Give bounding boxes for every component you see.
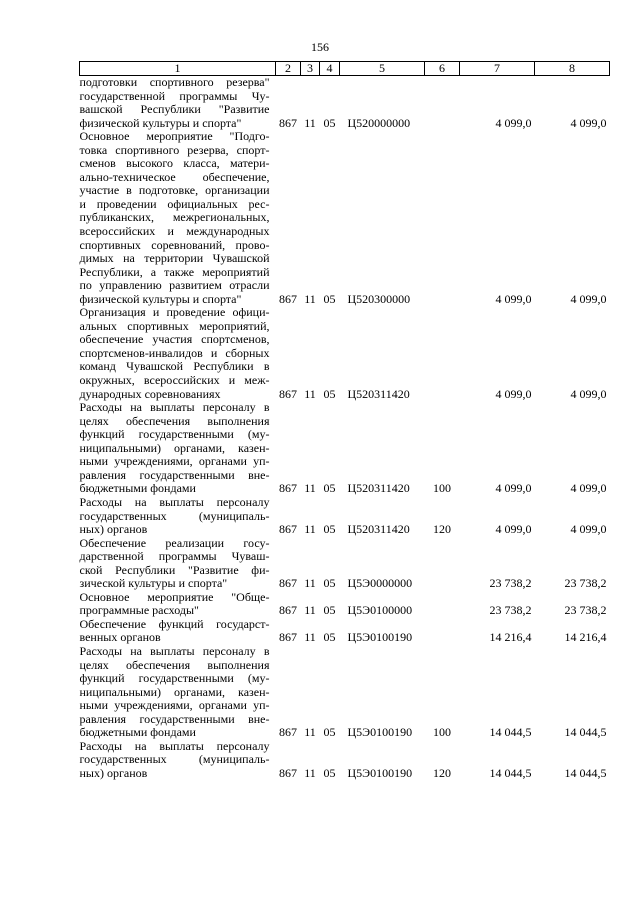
description-line: подготовки спортивного резерва"	[79, 75, 270, 89]
ministry-code: 867	[279, 725, 297, 740]
row-description	[80, 130, 276, 306]
description-line: бюджетными фондами	[79, 725, 196, 740]
amount-col-8: 4 099,0	[570, 386, 607, 401]
header-col-2: 2	[276, 62, 301, 76]
target-article-code: Ц5Э0000000	[347, 576, 413, 591]
section-code: 11	[304, 603, 316, 618]
section-code: 11	[304, 725, 316, 740]
row-description	[80, 76, 276, 131]
amount-col-8: 23 738,2	[564, 603, 607, 618]
description-line: участие в подготовке, организации	[79, 183, 270, 198]
description-line: димых на территории Чувашской	[79, 251, 270, 266]
ministry-code: 867	[279, 765, 297, 780]
row-description	[80, 645, 276, 740]
amount-col-8: 23 738,2	[564, 576, 607, 591]
description-line: спортсменов-инвалидов и сборных	[79, 345, 270, 360]
subsection-code: 05	[323, 725, 336, 740]
table-row	[80, 645, 610, 740]
description-line: функций государственными (му-	[79, 671, 270, 686]
section-code: 11	[304, 630, 316, 645]
table-row	[80, 537, 610, 591]
amount-col-7: 23 738,2	[489, 576, 532, 591]
amount-col-7: 4 099,0	[495, 115, 532, 130]
subsection-code: 05	[323, 115, 336, 130]
description-line: дународных соревнованиях	[79, 386, 221, 401]
ministry-code: 867	[279, 603, 297, 618]
expense-type-code	[425, 537, 460, 591]
row-description	[80, 496, 276, 537]
section-code: 11	[304, 576, 316, 591]
description-line: физической культуры и спорта"	[79, 291, 242, 306]
description-line: ской Республики "Развитие фи-	[79, 562, 270, 577]
expense-type-code: 120	[433, 522, 451, 537]
target-article-code: Ц520311420	[347, 386, 410, 401]
amount-col-8: 14 216,4	[564, 630, 607, 645]
expense-type-code: 120	[433, 765, 451, 780]
section-code: 11	[304, 291, 316, 306]
expense-type-code	[425, 618, 460, 645]
description-line: бюджетными фондами	[79, 481, 196, 496]
header-col-7: 7	[460, 62, 535, 76]
description-line: вашской Республики "Развитие	[79, 102, 270, 117]
subsection-code: 05	[323, 630, 336, 645]
description-line: Организация и проведение офици-	[79, 305, 270, 320]
table-row	[80, 306, 610, 401]
description-line: программные расходы"	[79, 603, 199, 618]
description-line: по управлению развитием отрасли	[79, 278, 270, 293]
header-col-4: 4	[320, 62, 340, 76]
header-col-8: 8	[535, 62, 610, 76]
description-line: ных) органов	[79, 765, 148, 780]
row-description	[80, 618, 276, 645]
subsection-code: 05	[323, 765, 336, 780]
target-article-code: Ц520300000	[347, 291, 411, 306]
section-code: 11	[304, 115, 316, 130]
target-article-code: Ц5Э0100190	[347, 725, 413, 740]
amount-col-7: 4 099,0	[495, 291, 532, 306]
description-line: спортивных соревнований, прово-	[79, 237, 270, 252]
description-line: равления государственными вне-	[79, 711, 270, 726]
subsection-code: 05	[323, 576, 336, 591]
target-article-code: Ц5Э0100190	[347, 765, 413, 780]
amount-col-8: 4 099,0	[570, 481, 607, 496]
table-row	[80, 618, 610, 645]
description-line: равления государственными вне-	[79, 467, 270, 482]
expense-type-code	[425, 306, 460, 401]
expense-type-code: 100	[433, 725, 451, 740]
description-line: и проведении официальных рес-	[79, 196, 270, 211]
ministry-code: 867	[279, 481, 297, 496]
description-line: Республики, а также мероприятий	[79, 264, 270, 279]
row-description	[80, 306, 276, 401]
ministry-code: 867	[279, 576, 297, 591]
description-line: товка спортивного резерва, спорт-	[79, 142, 270, 157]
description-line: ными учреждениями, органами уп-	[79, 454, 270, 469]
amount-col-7: 14 044,5	[489, 765, 532, 780]
target-article-code: Ц520311420	[347, 481, 410, 496]
expense-type-code	[425, 76, 460, 131]
subsection-code: 05	[323, 291, 336, 306]
table-row	[80, 401, 610, 496]
row-description	[80, 740, 276, 781]
description-line: физической культуры и спорта"	[79, 115, 242, 130]
description-line: функций государственными (му-	[79, 427, 270, 442]
description-line: окружных, всероссийских и меж-	[79, 373, 270, 388]
ministry-code: 867	[279, 522, 297, 537]
section-code: 11	[304, 765, 316, 780]
row-description	[80, 591, 276, 618]
description-line: Обеспечение реализации госу-	[79, 535, 270, 550]
description-line: сменов высокого класса, матери-	[79, 156, 270, 171]
description-line: Обеспечение функций государст-	[79, 616, 270, 631]
description-line: ниципальными) органами, казен-	[79, 440, 270, 455]
description-line: государственной программы Чу-	[79, 88, 270, 103]
description-line: Основное мероприятие "Обще-	[79, 589, 270, 604]
table-row	[80, 496, 610, 537]
header-row	[80, 62, 610, 76]
table-row	[80, 740, 610, 781]
description-line: команд Чувашской Республики в	[79, 359, 270, 374]
amount-col-7: 4 099,0	[495, 481, 532, 496]
description-line: Расходы на выплаты персоналу в	[79, 643, 270, 658]
table-row	[80, 591, 610, 618]
header-col-3: 3	[301, 62, 320, 76]
description-line: государственных (муниципаль-	[79, 752, 270, 767]
description-line: обеспечение участия спортсменов,	[79, 332, 270, 347]
header-col-1: 1	[80, 62, 276, 76]
description-line: альных спортивных мероприятий,	[79, 318, 270, 333]
target-article-code: Ц5Э0100000	[347, 603, 413, 618]
ministry-code: 867	[279, 630, 297, 645]
amount-col-7: 4 099,0	[495, 522, 532, 537]
amount-col-7: 14 044,5	[489, 725, 532, 740]
expense-type-code	[425, 591, 460, 618]
amount-col-7: 23 738,2	[489, 603, 532, 618]
amount-col-7: 4 099,0	[495, 386, 532, 401]
page-number: 156	[311, 40, 329, 54]
description-line: Расходы на выплаты персоналу	[79, 738, 270, 753]
amount-col-7: 14 216,4	[489, 630, 532, 645]
header-col-6: 6	[425, 62, 460, 76]
description-line: всероссийских и международных	[79, 224, 270, 239]
description-line: государственных (муниципаль-	[79, 508, 270, 523]
description-line: ниципальными) органами, казен-	[79, 684, 270, 699]
section-code: 11	[304, 522, 316, 537]
ministry-code: 867	[279, 115, 297, 130]
expense-type-code	[425, 130, 460, 306]
target-article-code: Ц520311420	[347, 522, 410, 537]
description-line: целях обеспечения выполнения	[79, 657, 270, 672]
subsection-code: 05	[323, 522, 336, 537]
target-article-code: Ц5Э0100190	[347, 630, 413, 645]
amount-col-8: 14 044,5	[564, 765, 607, 780]
description-line: ными учреждениями, органами уп-	[79, 698, 270, 713]
amount-col-8: 4 099,0	[570, 522, 607, 537]
section-code: 11	[304, 481, 316, 496]
subsection-code: 05	[323, 603, 336, 618]
subsection-code: 05	[323, 386, 336, 401]
description-line: ных) органов	[79, 522, 148, 537]
description-line: Расходы на выплаты персоналу в	[79, 400, 270, 415]
description-line: ально-техническое обеспечение,	[79, 169, 270, 184]
description-line: дарственной программы Чуваш-	[79, 549, 270, 564]
description-line: публиканских, межрегиональных,	[79, 210, 270, 225]
description-line: целях обеспечения выполнения	[79, 413, 270, 428]
table-row	[80, 76, 610, 131]
subsection-code: 05	[323, 481, 336, 496]
target-article-code: Ц520000000	[347, 115, 411, 130]
budget-table	[79, 61, 610, 780]
expense-type-code: 100	[433, 481, 451, 496]
description-line: венных органов	[79, 630, 161, 645]
row-description	[80, 401, 276, 496]
amount-col-8: 4 099,0	[570, 115, 607, 130]
amount-col-8: 4 099,0	[570, 291, 607, 306]
description-line: Основное мероприятие "Подго-	[79, 129, 270, 144]
ministry-code: 867	[279, 386, 297, 401]
table-row	[80, 130, 610, 306]
amount-col-8: 14 044,5	[564, 725, 607, 740]
table-body	[80, 76, 610, 781]
section-code: 11	[304, 386, 316, 401]
description-line: зической культуры и спорта"	[79, 576, 228, 591]
row-description	[80, 537, 276, 591]
ministry-code: 867	[279, 291, 297, 306]
description-line: Расходы на выплаты персоналу	[79, 494, 270, 509]
header-col-5: 5	[340, 62, 425, 76]
